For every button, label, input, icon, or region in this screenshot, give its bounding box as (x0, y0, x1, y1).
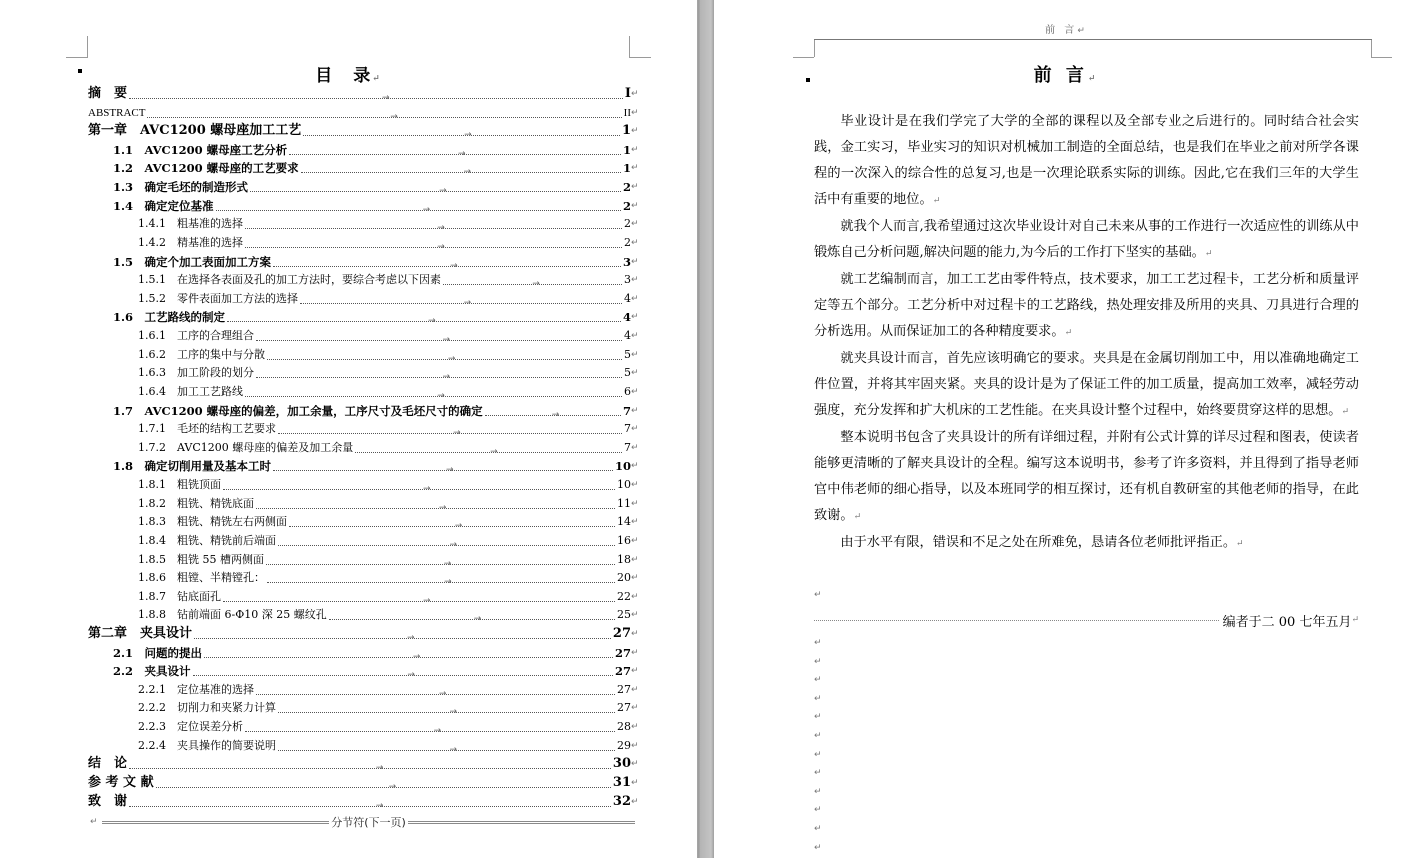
toc-entry-label: ABSTRACT (88, 106, 146, 119)
toc-entry-label: 2.2.4 夹具操作的简要说明 (138, 738, 276, 752)
toc-leader (289, 521, 615, 532)
tab-mark: → (437, 390, 445, 401)
tab-mark: → (442, 335, 451, 346)
tab-mark: → (375, 763, 384, 774)
page-header[interactable]: 前 言↵ (1045, 25, 1088, 36)
toc-entry[interactable] (138, 476, 640, 494)
tab-mark: → (443, 558, 452, 569)
paragraph-mark: ↵ (631, 573, 639, 584)
toc-entry-page: 10 (617, 478, 631, 492)
preface-paragraph: 就工艺编制而言，加工工艺由零件特点，技术要求，加工工艺过程卡，工艺分析和质量评定等五个部分。工艺分析中对过程卡的工艺路线，热处理安排及所用的夹具、刀具进行合理的分析选用。从而保证加工的各种精度要求。↵ (814, 272, 1359, 339)
toc-entry-label: 1.3 确定毛坯的制造形式 (113, 180, 249, 195)
paragraph-mark: ↵ (631, 182, 639, 193)
toc-entry[interactable] (138, 346, 640, 364)
preface-paragraph: 就我个人而言,我希望通过这次毕业设计对自己未来从事的工作进行一次适应性的训练从中锻炼自己分析问题,解决问题的能力,为今后的工作打下坚实的基础。↵ (814, 219, 1359, 260)
preface-paragraph: 毕业设计是在我们学完了大学的全部的课程以及全部专业之后进行的。同时结合社会实践，金工实习，毕业实习的知识对机械加工制造的全面总结，也是我们在毕业之前对所学各课程的一次深入的综合性的总复习,也是一次理论联系实际的训练。因此,它在我们三年的大学生活中有重要的地位。↵ (814, 114, 1359, 207)
toc-entry-label: 1.8.2 粗铣、精铣底面 (138, 496, 254, 510)
toc-entry-label: 1.8.7 钻底面孔 (138, 589, 221, 603)
tab-mark: → (423, 595, 431, 606)
toc-entry-page: 7 (624, 422, 631, 436)
toc-entry-page: 4 (624, 291, 631, 305)
paragraph-mark: ↵ (631, 200, 639, 211)
toc-entry-page: 31 (612, 774, 631, 790)
crop-mark (1371, 57, 1392, 58)
paragraph-mark: ↵ (631, 89, 639, 99)
tab-mark: → (444, 577, 452, 588)
paragraph-mark: ↵ (631, 554, 639, 565)
toc-entry-page: 11 (617, 496, 631, 510)
toc-entry-label: 1.8.3 粗铣、精铣左右两侧面 (138, 515, 287, 529)
paragraph-mark: ↵ (631, 759, 639, 770)
toc-entry[interactable] (113, 159, 640, 177)
toc-leader (443, 279, 622, 290)
tab-mark: → (473, 614, 482, 625)
paragraph-mark: ↵ (631, 312, 639, 323)
toc-entry[interactable] (138, 551, 640, 569)
toc-entry-page: 20 (617, 571, 631, 585)
empty-paragraph-mark: ↵ (814, 675, 822, 686)
empty-paragraph-mark: ↵ (814, 749, 822, 760)
preface-page[interactable] (714, 0, 1419, 858)
toc-entry[interactable] (138, 234, 640, 252)
toc-leader (273, 260, 621, 271)
tab-mark: → (390, 111, 398, 122)
crop-mark (793, 57, 814, 58)
toc-entry-label: 第二章 夹具设计 (88, 625, 193, 641)
toc-leader (227, 316, 621, 327)
toc-entry-page: 6 (624, 384, 631, 398)
crop-mark (629, 57, 651, 58)
crop-mark (814, 39, 815, 57)
toc-entry-page: 2 (624, 235, 631, 249)
toc-leader (245, 241, 622, 252)
toc-entry[interactable] (138, 271, 640, 289)
tab-mark: → (454, 521, 463, 532)
toc-entry-label: 1.6 工艺路线的制定 (113, 310, 226, 325)
toc-leader (223, 484, 615, 495)
paragraph-mark: ↵ (631, 796, 639, 807)
toc-entry-page: I (624, 86, 631, 101)
tab-mark: → (449, 707, 458, 718)
toc-entry-page: 29 (617, 738, 631, 752)
toc-entry[interactable] (88, 774, 640, 792)
tab-mark: → (438, 502, 447, 513)
toc-entry-label: 2.2.1 定位基准的选择 (138, 682, 254, 696)
toc-entry[interactable] (88, 625, 640, 643)
toc-entry-page: 3 (624, 273, 631, 287)
toc-entry-page: 30 (612, 756, 631, 772)
paragraph-mark: ↵ (631, 722, 639, 733)
crop-mark (66, 57, 88, 58)
tab-mark: → (388, 781, 397, 792)
toc-leader (250, 186, 621, 197)
tab-mark: → (490, 446, 498, 457)
toc-entry-page: 1 (621, 123, 631, 139)
tab-mark: → (423, 484, 431, 495)
toc-entry[interactable] (113, 141, 640, 159)
empty-paragraph-mark: ↵ (814, 638, 822, 648)
toc-entry-label: 1.4.2 精基准的选择 (138, 235, 243, 249)
paragraph-mark: ↵ (631, 144, 639, 155)
paragraph-mark: ↵ (631, 386, 639, 397)
tab-mark: → (428, 316, 436, 327)
tab-mark: → (551, 409, 560, 420)
toc-entry[interactable] (113, 662, 640, 680)
toc-entry[interactable] (88, 122, 640, 140)
toc-leader (129, 763, 611, 774)
tab-mark: → (438, 688, 447, 699)
toc-entry-page: 32 (612, 793, 631, 809)
toc-leader (256, 372, 622, 383)
toc-entry-page: 25 (617, 608, 631, 622)
paragraph-mark: ↵ (631, 163, 639, 174)
tab-mark: → (532, 279, 540, 290)
toc-entry-page: 5 (624, 366, 631, 380)
toc-entry-label: 2.2.3 定位误差分析 (138, 720, 243, 734)
paragraph-mark: ↵ (631, 424, 639, 435)
toc-leader (278, 707, 615, 718)
toc-entry-label: 1.4.1 粗基准的选择 (138, 217, 243, 231)
empty-paragraph-mark: ↵ (814, 768, 822, 779)
toc-leader (204, 651, 613, 662)
toc-entry-page: II (623, 106, 631, 119)
toc-leader (245, 726, 615, 737)
toc-leader (245, 390, 622, 401)
empty-paragraph-mark: ↵ (814, 712, 822, 723)
empty-paragraph-mark: ↵ (814, 842, 822, 853)
toc-entry-label: 1.6.1 工序的合理组合 (138, 329, 254, 343)
toc-entry-label: 1.6.4 加工工艺路线 (138, 384, 243, 398)
toc-leader (485, 409, 621, 420)
preface-paragraph: 由于水平有限，错误和不足之处在所难免，恳请各位老师批评指正。↵ (840, 535, 1244, 550)
toc-page[interactable] (0, 0, 697, 858)
tab-mark: → (449, 744, 458, 755)
section-break: ↵ 分节符(下一页) (90, 813, 635, 831)
paragraph-mark: ↵ (631, 591, 639, 602)
toc-entry[interactable] (138, 588, 640, 606)
toc-entry[interactable] (138, 699, 640, 717)
tab-mark: → (447, 353, 456, 364)
paragraph-mark: ↵ (631, 703, 639, 714)
paragraph-mark: ↵ (631, 237, 639, 248)
toc-entry-label: 1.4 确定定位基准 (113, 198, 214, 213)
paragraph-mark: ↵ (631, 610, 639, 621)
toc-entry-label: 1.5.1 在选择各表面及孔的加工方法时，要综合考虑以下因素 (138, 273, 441, 287)
tab-mark: → (412, 651, 421, 662)
paragraph-mark: ↵ (631, 535, 639, 546)
toc-entry[interactable] (138, 327, 640, 345)
toc-entry-page: 10 (614, 459, 631, 474)
toc-entry[interactable] (138, 364, 640, 382)
paragraph-mark: ↵ (631, 442, 639, 453)
paragraph-mark: ↵ (631, 275, 639, 286)
tab-mark: → (463, 297, 472, 308)
toc-entry[interactable] (138, 606, 640, 624)
toc-entry[interactable] (113, 197, 640, 215)
paragraph-mark: ↵ (631, 368, 639, 379)
toc-entry-label: 1.6.2 工序的集中与分散 (138, 347, 265, 361)
paragraph-mark: ↵ (631, 480, 639, 491)
toc-entry-label: 1.7.2 AVC1200 螺母座的偏差及加工余量 (138, 440, 354, 454)
toc-entry[interactable] (138, 532, 640, 550)
toc-leader (256, 335, 622, 346)
toc-entry[interactable] (138, 569, 640, 587)
tab-mark: → (382, 93, 390, 103)
tab-mark: → (422, 204, 431, 215)
toc-entry-page: 27 (614, 645, 631, 660)
toc-entry-label: 第一章 AVC1200 螺母座加工工艺 (88, 123, 302, 139)
tab-mark: → (407, 632, 415, 643)
toc-leader (147, 111, 621, 122)
paragraph-mark: ↵ (631, 517, 639, 528)
tab-mark: → (446, 465, 454, 476)
empty-paragraph-mark: ↵ (814, 805, 822, 816)
toc-entry-page: 2 (622, 198, 631, 213)
toc-entry-label: 2.2.2 切削力和夹紧力计算 (138, 701, 276, 715)
paragraph-mark: ↵ (631, 647, 639, 658)
paragraph-mark: ↵ (631, 293, 639, 304)
header-rule (814, 39, 1372, 40)
tab-mark: → (453, 428, 461, 439)
signature: 编者于二 00 七年五月 (1222, 614, 1352, 630)
toc-entry[interactable] (138, 495, 640, 513)
crop-mark (87, 36, 88, 57)
toc-entry-label: 1.2 AVC1200 螺母座的工艺要求 (113, 161, 299, 176)
signature-line: 编者于二 00 七年五月 ↵ (814, 610, 1359, 630)
toc-leader (194, 632, 611, 643)
toc-leader (156, 781, 611, 792)
toc-entry[interactable] (113, 402, 640, 420)
preface-body[interactable] (814, 109, 1359, 557)
tab-mark: → (442, 372, 451, 383)
preface-title: 前 言↵ (1033, 65, 1100, 86)
toc-leader (273, 465, 613, 476)
toc-entry-label: 致 谢 (88, 793, 128, 809)
toc-entry-label: 1.8.1 粗铣顶面 (138, 478, 221, 492)
crop-mark (629, 36, 630, 57)
empty-paragraph-mark: ↵ (814, 824, 822, 834)
toc-entry-label: 1.6.3 加工阶段的划分 (138, 366, 254, 380)
toc-entry-page: 27 (614, 664, 631, 679)
paragraph-mark: ↵ (631, 256, 639, 267)
paragraph-mark: ↵ (631, 498, 639, 509)
paragraph-mark: ↵ (631, 349, 639, 360)
toc-leader (256, 502, 615, 513)
toc-entry[interactable] (138, 681, 640, 699)
toc-title: 目 录↵ (315, 66, 382, 86)
toc-leader (129, 800, 611, 811)
toc-entry-page: 22 (617, 589, 631, 603)
toc-entry[interactable] (138, 215, 640, 233)
tab-mark: → (433, 726, 442, 737)
toc-entry[interactable] (113, 253, 640, 271)
toc-leader (300, 297, 622, 308)
toc-leader (355, 446, 622, 457)
toc-entry-label: 1.8.4 粗铣、精铣前后端面 (138, 533, 276, 547)
paragraph-mark: ↵ (631, 777, 639, 788)
toc-entry-label: 1.7 AVC1200 螺母座的偏差，加工余量，工序尺寸及毛坯尺寸的确定 (113, 403, 483, 418)
toc-entry-page: 1 (622, 142, 631, 157)
tab-mark: → (449, 539, 458, 550)
toc-entry-label: 摘 要 (88, 86, 128, 101)
toc-entry-label: 1.8 确定切削用量及基本工时 (113, 459, 272, 474)
crop-mark (1371, 39, 1372, 57)
toc-entry-page: 4 (622, 310, 631, 325)
toc-entry-page: 28 (617, 720, 631, 734)
toc-entry-page: 4 (624, 329, 631, 343)
paragraph-mark: ↵ (631, 461, 639, 472)
paragraph-mark: ↵ (631, 219, 639, 230)
toc-leader (329, 614, 615, 625)
empty-paragraph-mark: ↵ (814, 656, 822, 667)
paragraph-mark: ↵ (631, 666, 639, 677)
paragraph-mark: ↵ (631, 628, 639, 639)
page-gap (697, 0, 714, 858)
toc-entry-label: 1.5 确定个加工表面加工方案 (113, 254, 272, 269)
toc-entry-page: 27 (617, 682, 631, 696)
toc-entry-label: 1.5.2 零件表面加工方法的选择 (138, 291, 298, 305)
toc-leader (223, 595, 615, 606)
toc-entry[interactable] (113, 178, 640, 196)
toc-entry-label: 1.1 AVC1200 螺母座工艺分析 (113, 142, 288, 157)
toc-entry-page: 2 (622, 180, 631, 195)
toc-entry-page: 7 (622, 403, 631, 418)
toc-leader (216, 204, 621, 215)
empty-paragraph-mark: ↵ (814, 731, 822, 741)
tab-mark: → (457, 148, 466, 159)
toc-entry[interactable] (138, 513, 640, 531)
toc-entry[interactable] (138, 737, 640, 755)
toc-entry-page: 14 (617, 515, 631, 529)
toc-entry-page: 3 (622, 254, 631, 269)
paragraph-mark: ↵ (631, 405, 639, 416)
toc-entry-page: 18 (617, 552, 631, 566)
toc-leader (267, 577, 615, 588)
tab-mark: → (407, 670, 415, 681)
paragraph-mark: ↵ (631, 684, 639, 695)
paragraph-mark: ↵ (631, 126, 639, 137)
toc-leader (266, 558, 615, 569)
toc-leader (303, 130, 620, 141)
toc-leader (278, 539, 615, 550)
toc-leader (289, 148, 621, 159)
toc-entry-label: 2.2 夹具设计 (113, 664, 191, 679)
toc-leader (267, 353, 622, 364)
toc-entry[interactable] (138, 420, 640, 438)
toc-entry[interactable] (138, 718, 640, 736)
toc-entry[interactable] (113, 457, 640, 475)
section-break-label: 分节符(下一页) (331, 816, 406, 829)
toc-leader (193, 670, 613, 681)
toc-entry-page: 1 (622, 161, 631, 176)
tab-mark: → (463, 167, 472, 178)
toc-leader (256, 688, 615, 699)
toc-entry[interactable] (88, 85, 640, 103)
paragraph-mark: ↵ (631, 740, 639, 751)
empty-paragraph-mark: ↵ (814, 693, 822, 704)
toc-entry[interactable] (138, 290, 640, 308)
toc-entry[interactable] (88, 755, 640, 773)
toc-entry-page: 16 (617, 533, 631, 547)
tab-mark: → (464, 130, 472, 141)
tab-mark: → (375, 800, 384, 811)
preface-paragraph: 就夹具设计而言，首先应该明确它的要求。夹具是在金属切削加工中，用以准确地确定工件位置，并将其牢固夹紧。夹具的设计是为了保证工件的加工质量，提高加工效率，减轻劳动强度，充分发挥和扩大机床的工艺性能。在夹具设计整个过程中，始终要贯穿这样的思想。↵ (814, 351, 1359, 418)
empty-paragraph-mark: ↵ (814, 786, 822, 797)
paragraph-mark: ↵ (631, 331, 639, 342)
toc-entry[interactable] (113, 644, 640, 662)
empty-paragraph-mark: ↵ (814, 590, 822, 600)
tab-mark: → (450, 260, 458, 271)
toc-entry[interactable] (138, 383, 640, 401)
toc-entry-page: 7 (624, 440, 631, 454)
toc-entry-page: 27 (612, 625, 631, 641)
toc-entry-label: 1.8.6 粗镗、半精镗孔： (138, 571, 265, 585)
toc-entry-label: 参 考 文 献 (88, 774, 154, 790)
toc-entry-page: 5 (624, 347, 631, 361)
toc-leader (245, 223, 622, 234)
tab-mark: → (437, 241, 445, 252)
toc-entry-page: 27 (617, 701, 631, 715)
toc-leader (129, 93, 623, 103)
tab-mark: → (437, 223, 445, 234)
toc-entry[interactable] (113, 308, 640, 326)
preface-paragraph: 整本说明书包含了夹具设计的所有详细过程，并附有公式计算的详尽过程和图表，使读者能够更清晰的了解夹具设计的全程。编写这本说明书，参考了许多资料，并且得到了指导老师官中伟老师的细心指导，以及本班同学的相互探讨，还有机自教研室的其他老师的指导，在此致谢。↵ (814, 430, 1359, 523)
toc-entry-page: 2 (624, 217, 631, 231)
toc-entry-label: 1.8.8 钻前端面 6-Φ10 深 25 螺纹孔 (138, 608, 327, 622)
paragraph-mark: ↵ (631, 107, 639, 118)
toc-entry-label: 1.7.1 毛坯的结构工艺要求 (138, 422, 276, 436)
toc-leader (278, 744, 615, 755)
toc-entry[interactable] (88, 793, 640, 811)
toc-entry-label: 1.8.5 粗铣 55 槽两侧面 (138, 552, 264, 566)
tab-mark: → (439, 186, 447, 197)
toc-entry[interactable] (138, 439, 640, 457)
toc-entry-label: 2.1 问题的提出 (113, 645, 203, 660)
toc-entry-label: 结 论 (88, 756, 128, 772)
toc-leader (301, 167, 621, 178)
toc-entry[interactable] (88, 104, 640, 122)
toc-leader (278, 428, 622, 439)
